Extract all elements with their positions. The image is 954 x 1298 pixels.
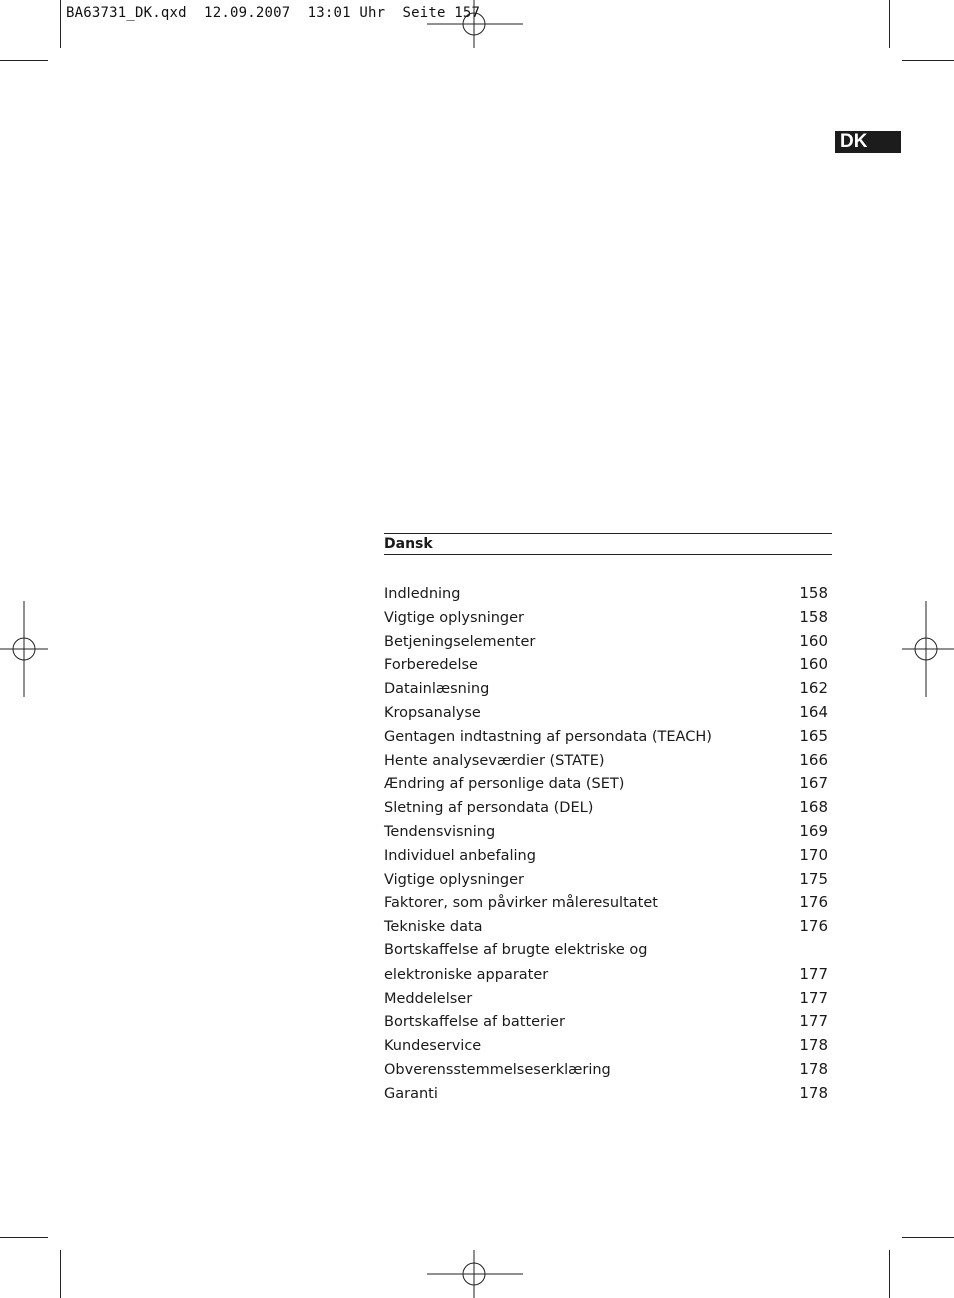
toc-entry-title: Vigtige oplysninger — [384, 871, 525, 888]
toc-entry-page: 165 — [799, 726, 828, 745]
toc-entry-title: Bortskaffelse af brugte elektriske og — [384, 941, 648, 958]
toc-entry-title: Kundeservice — [384, 1038, 482, 1055]
toc-entry-title: Forberedelse — [384, 657, 478, 674]
toc-entry — [384, 868, 832, 892]
toc-entry-title: elektroniske apparater — [384, 966, 549, 983]
toc-entry — [384, 796, 832, 820]
toc-entry-title: Obverensstemmelseserklæring — [384, 1061, 611, 1078]
toc-entry-page: 162 — [799, 679, 828, 698]
toc-entry-title: Faktorer, som påvirker måleresultatet — [384, 895, 658, 912]
toc-entry-title: Sletning af persondata (DEL) — [384, 800, 594, 817]
toc-entry-page: 176 — [799, 893, 828, 912]
toc-entry — [384, 749, 832, 773]
toc-entry — [384, 987, 832, 1011]
toc-entry — [384, 630, 832, 654]
crop-mark-top-right-horizontal — [902, 60, 954, 61]
toc-entry — [384, 844, 832, 868]
toc-entry — [384, 963, 832, 987]
toc-entry-title: Tendensvisning — [384, 823, 496, 840]
toc-entry-title: Ændring af personlige data (SET) — [384, 776, 625, 793]
crop-mark-top-right-vertical — [889, 0, 890, 48]
toc-entry — [384, 1034, 832, 1058]
toc-entry-title: Indledning — [384, 586, 461, 602]
toc-entry-page: 169 — [799, 821, 828, 840]
crop-mark-top-left-horizontal — [0, 60, 48, 61]
toc-entry — [384, 915, 832, 939]
toc-entry-page: 167 — [799, 774, 828, 793]
toc-entry-page: 177 — [799, 964, 828, 983]
toc-entry — [384, 606, 832, 630]
toc-entry-title: Garanti — [384, 1085, 438, 1102]
toc-entry-page: 166 — [799, 750, 828, 769]
toc-entry-page: 160 — [799, 655, 828, 674]
toc-entry-title: Hente analyseværdier (STATE) — [384, 752, 605, 769]
toc-entry-page: 158 — [799, 584, 828, 602]
toc-entry — [384, 677, 832, 701]
registration-mark-top-icon — [427, 0, 523, 50]
toc-entry-page: 176 — [799, 917, 828, 936]
toc-entry-page: 175 — [799, 869, 828, 888]
crop-mark-bottom-right-vertical — [889, 1250, 890, 1298]
toc-entry — [384, 725, 832, 749]
toc-entry — [384, 891, 832, 915]
language-tab: DK — [835, 131, 901, 153]
crop-mark-bottom-left-horizontal — [0, 1237, 48, 1238]
crop-mark-bottom-right-horizontal — [902, 1237, 954, 1238]
toc-entry-page: 158 — [799, 607, 828, 626]
toc-entry-page: 178 — [799, 1083, 828, 1102]
toc-entry-page: 170 — [799, 845, 828, 864]
toc-entry-title: Datainlæsning — [384, 681, 490, 698]
registration-mark-left-icon — [0, 601, 50, 697]
toc-entry-title: Gentagen indtastning af persondata (TEACH) — [384, 728, 712, 745]
toc-entry-page: 164 — [799, 702, 828, 721]
registration-mark-right-icon — [902, 601, 954, 697]
toc-list — [384, 582, 832, 1106]
table-of-contents — [384, 533, 832, 1106]
toc-entry — [384, 1010, 832, 1034]
toc-entry-title: Bortskaffelse af batterier — [384, 1014, 565, 1031]
toc-entry-page: 168 — [799, 798, 828, 817]
toc-entry-title: Tekniske data — [384, 919, 483, 936]
toc-entry-title: Meddelelser — [384, 990, 473, 1007]
toc-entry-page: 178 — [799, 1059, 828, 1078]
toc-entry — [384, 653, 832, 677]
toc-entry — [384, 701, 832, 725]
toc-entry-page: 177 — [799, 988, 828, 1007]
toc-entry — [384, 582, 832, 606]
registration-mark-bottom-icon — [427, 1250, 523, 1298]
print-slug: BA63731_DK.qxd 12.09.2007 13:01 Uhr Seite 157 — [66, 5, 481, 21]
toc-entry — [384, 772, 832, 796]
crop-mark-bottom-left-vertical — [60, 1250, 61, 1298]
toc-entry-page: 177 — [799, 1012, 828, 1031]
toc-entry — [384, 820, 832, 844]
crop-mark-top-left-vertical — [60, 0, 61, 48]
toc-entry — [384, 939, 832, 963]
toc-entry-title: Individuel anbefaling — [384, 847, 536, 864]
toc-entry — [384, 1082, 832, 1106]
toc-entry-title: Betjeningselementer — [384, 633, 536, 650]
toc-entry-title: Kropsanalyse — [384, 704, 481, 721]
toc-heading: Dansk — [384, 533, 832, 555]
toc-entry-title: Vigtige oplysninger — [384, 609, 525, 626]
toc-entry-page: 178 — [799, 1036, 828, 1055]
toc-entry-page: 160 — [799, 631, 828, 650]
toc-entry — [384, 1058, 832, 1082]
